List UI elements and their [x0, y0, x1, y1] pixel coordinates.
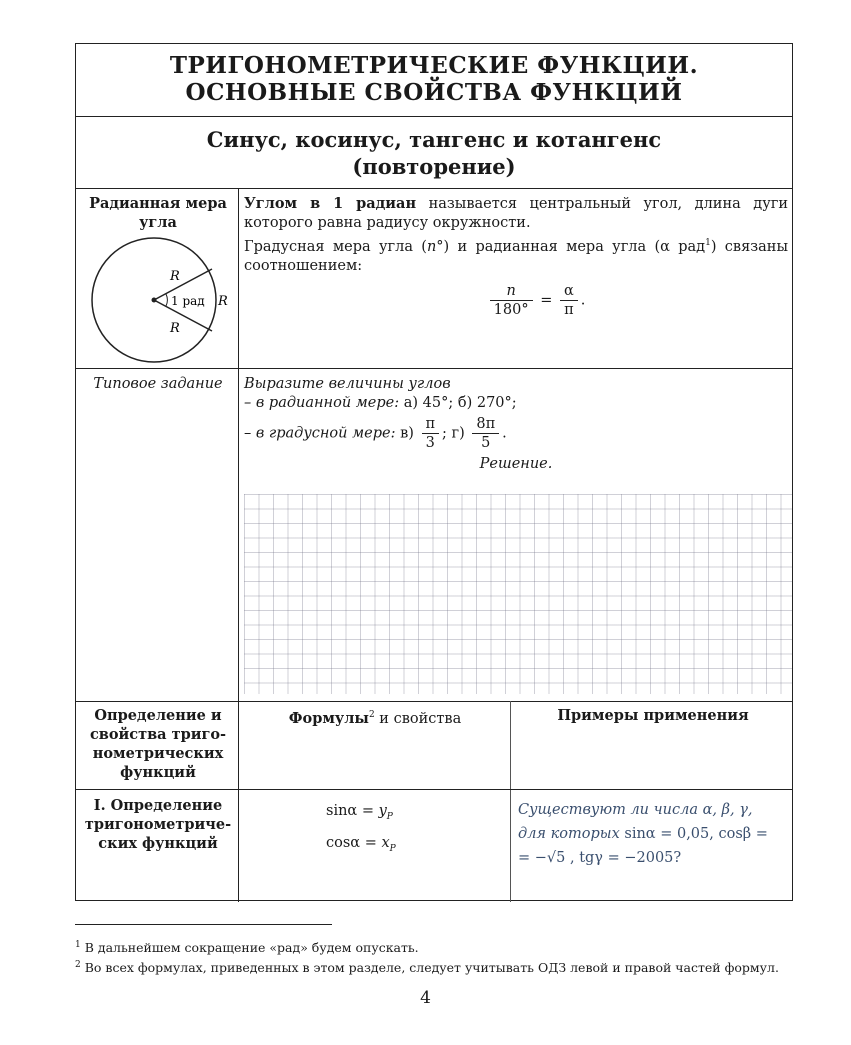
cos-formula: [326, 830, 506, 862]
relation-part-2: °) и радианная мера угла (α рад: [436, 238, 706, 255]
task-line-3-end: .: [502, 425, 507, 442]
angle-label: 1 рад: [171, 294, 205, 308]
solution-grid[interactable]: [244, 494, 792, 694]
example-line-3: = −√5 , tgγ = −2005?: [518, 850, 682, 866]
column-divider: [510, 701, 511, 902]
task-fraction-1-denominator: 3: [425, 435, 435, 451]
divider: [76, 188, 792, 189]
arc-label: R: [218, 294, 228, 309]
sin-formula-sub: P: [386, 811, 393, 822]
header-col-examples: Примеры применения: [557, 707, 749, 724]
cos-formula-sub: P: [389, 843, 396, 854]
radian-label-line-2: угла: [139, 214, 177, 231]
example-line-2-italic: для которых: [518, 826, 625, 842]
formula-end: .: [580, 292, 586, 309]
subtitle-line-2: (повторение): [352, 154, 516, 179]
footnote-2: [75, 957, 795, 976]
task-item-g: ; г): [442, 425, 470, 442]
task-item-v: в): [400, 425, 419, 442]
footnote-2-text: Во всех формулах, приведенных в этом разделе, следует учитывать ОДЗ левой и правой частей формул.: [84, 960, 779, 976]
footnote-ref-2: 2: [368, 710, 375, 720]
column-divider: [238, 701, 239, 902]
page-title: [76, 52, 792, 106]
fraction-right-denominator: π: [564, 301, 574, 318]
sin-formula-lhs: sinα =: [326, 803, 374, 819]
section1-formulas: [326, 798, 506, 862]
relation-part-3: ) связаны соотношением:: [244, 238, 788, 274]
equals-sign: =: [540, 292, 553, 309]
section1-label-line-3: ских функций: [98, 835, 218, 852]
radius-label-bottom: R: [170, 321, 180, 336]
fraction-left-denominator: 180°: [493, 301, 529, 318]
footnote-1-text: В дальнейшем сокращение «рад» будем опускать.: [84, 940, 419, 956]
footnote-1-number: 1: [75, 940, 81, 950]
divider: [76, 116, 792, 117]
radian-label: [80, 194, 236, 232]
page-number: 4: [420, 988, 431, 1008]
fraction-left: [490, 282, 533, 319]
definition-term: Углом в 1 радиан: [244, 195, 417, 212]
sin-formula-var: y: [378, 803, 387, 819]
relation-part-1: Градусная мера угла (: [244, 238, 427, 255]
task-label: Типовое задание: [93, 376, 223, 392]
fraction-left-numerator: n: [490, 282, 533, 301]
radius-label-top: R: [170, 269, 180, 284]
radian-definition: [244, 194, 788, 319]
solution-label: Решение.: [479, 456, 553, 472]
column-divider: [238, 188, 239, 701]
content-frame: [75, 43, 793, 901]
header-formulas-bold: Формулы: [288, 709, 369, 727]
section1-label: [80, 796, 236, 853]
divider: [76, 701, 792, 702]
task-fraction-2: [472, 415, 499, 452]
header-formulas-rest: и свойства: [374, 710, 462, 727]
task-fraction-2-numerator: 8π: [472, 415, 499, 434]
relation-n: n: [426, 238, 437, 255]
task-line-2-values: а) 45°; б) 270°;: [403, 395, 517, 411]
section1-label-line-2: тригонометриче-: [84, 816, 232, 833]
title-line-1: ТРИГОНОМЕТРИЧЕСКИЕ ФУНКЦИИ.: [169, 52, 699, 79]
header-col-formulas: [242, 706, 508, 729]
divider: [76, 368, 792, 369]
task-line-3-label: – в градусной мере:: [244, 425, 401, 442]
section1-example: [518, 798, 790, 870]
footnote-2-number: 2: [75, 960, 81, 970]
radian-diagram: [84, 234, 234, 366]
title-line-2: ОСНОВНЫЕ СВОЙСТВА ФУНКЦИЙ: [185, 79, 683, 106]
subtitle-line-1: Синус, косинус, тангенс и котангенс: [206, 127, 662, 152]
section1-label-line-1: I. Определение: [93, 797, 223, 814]
example-line-2-rest: sinα = 0,05, cosβ =: [624, 826, 768, 842]
header-col1-line-3: нометрических: [92, 745, 224, 762]
fraction-right: [560, 282, 578, 319]
header-col-definition: [80, 706, 236, 782]
degree-radian-formula: [284, 282, 788, 319]
task-line-2-label: – в радианной мере:: [244, 395, 404, 411]
definition-text: называется центральный угол, длина дуги которого равна радиусу окружности.: [244, 196, 788, 231]
cos-formula-var: x: [381, 834, 390, 851]
header-col1-line-1: Определение и: [94, 707, 222, 724]
header-col1-line-2: свойства триго-: [89, 726, 227, 743]
task-fraction-1: [422, 415, 440, 452]
radian-label-line-1: Радианная мера: [89, 195, 227, 212]
footnote-ref-1: 1: [705, 238, 711, 248]
task-line-2: [244, 394, 788, 413]
header-col1-line-4: функций: [120, 764, 196, 781]
task-text: [244, 375, 788, 474]
footnote-separator: [75, 924, 332, 925]
fraction-right-numerator: α: [560, 282, 578, 301]
task-line-3: [244, 415, 788, 452]
section-title: [76, 126, 792, 180]
relation-text: [244, 234, 788, 276]
footnote-1: [75, 937, 795, 956]
task-fraction-2-denominator: 5: [481, 435, 491, 451]
cos-formula-lhs: cosα =: [326, 834, 377, 851]
example-line-2: [518, 822, 790, 846]
example-line-1: Существуют ли числа α, β, γ,: [518, 802, 753, 818]
divider: [76, 789, 792, 790]
task-fraction-1-numerator: π: [422, 415, 440, 434]
sin-formula: [326, 798, 506, 830]
task-line-1: Выразите величины углов: [244, 376, 451, 392]
